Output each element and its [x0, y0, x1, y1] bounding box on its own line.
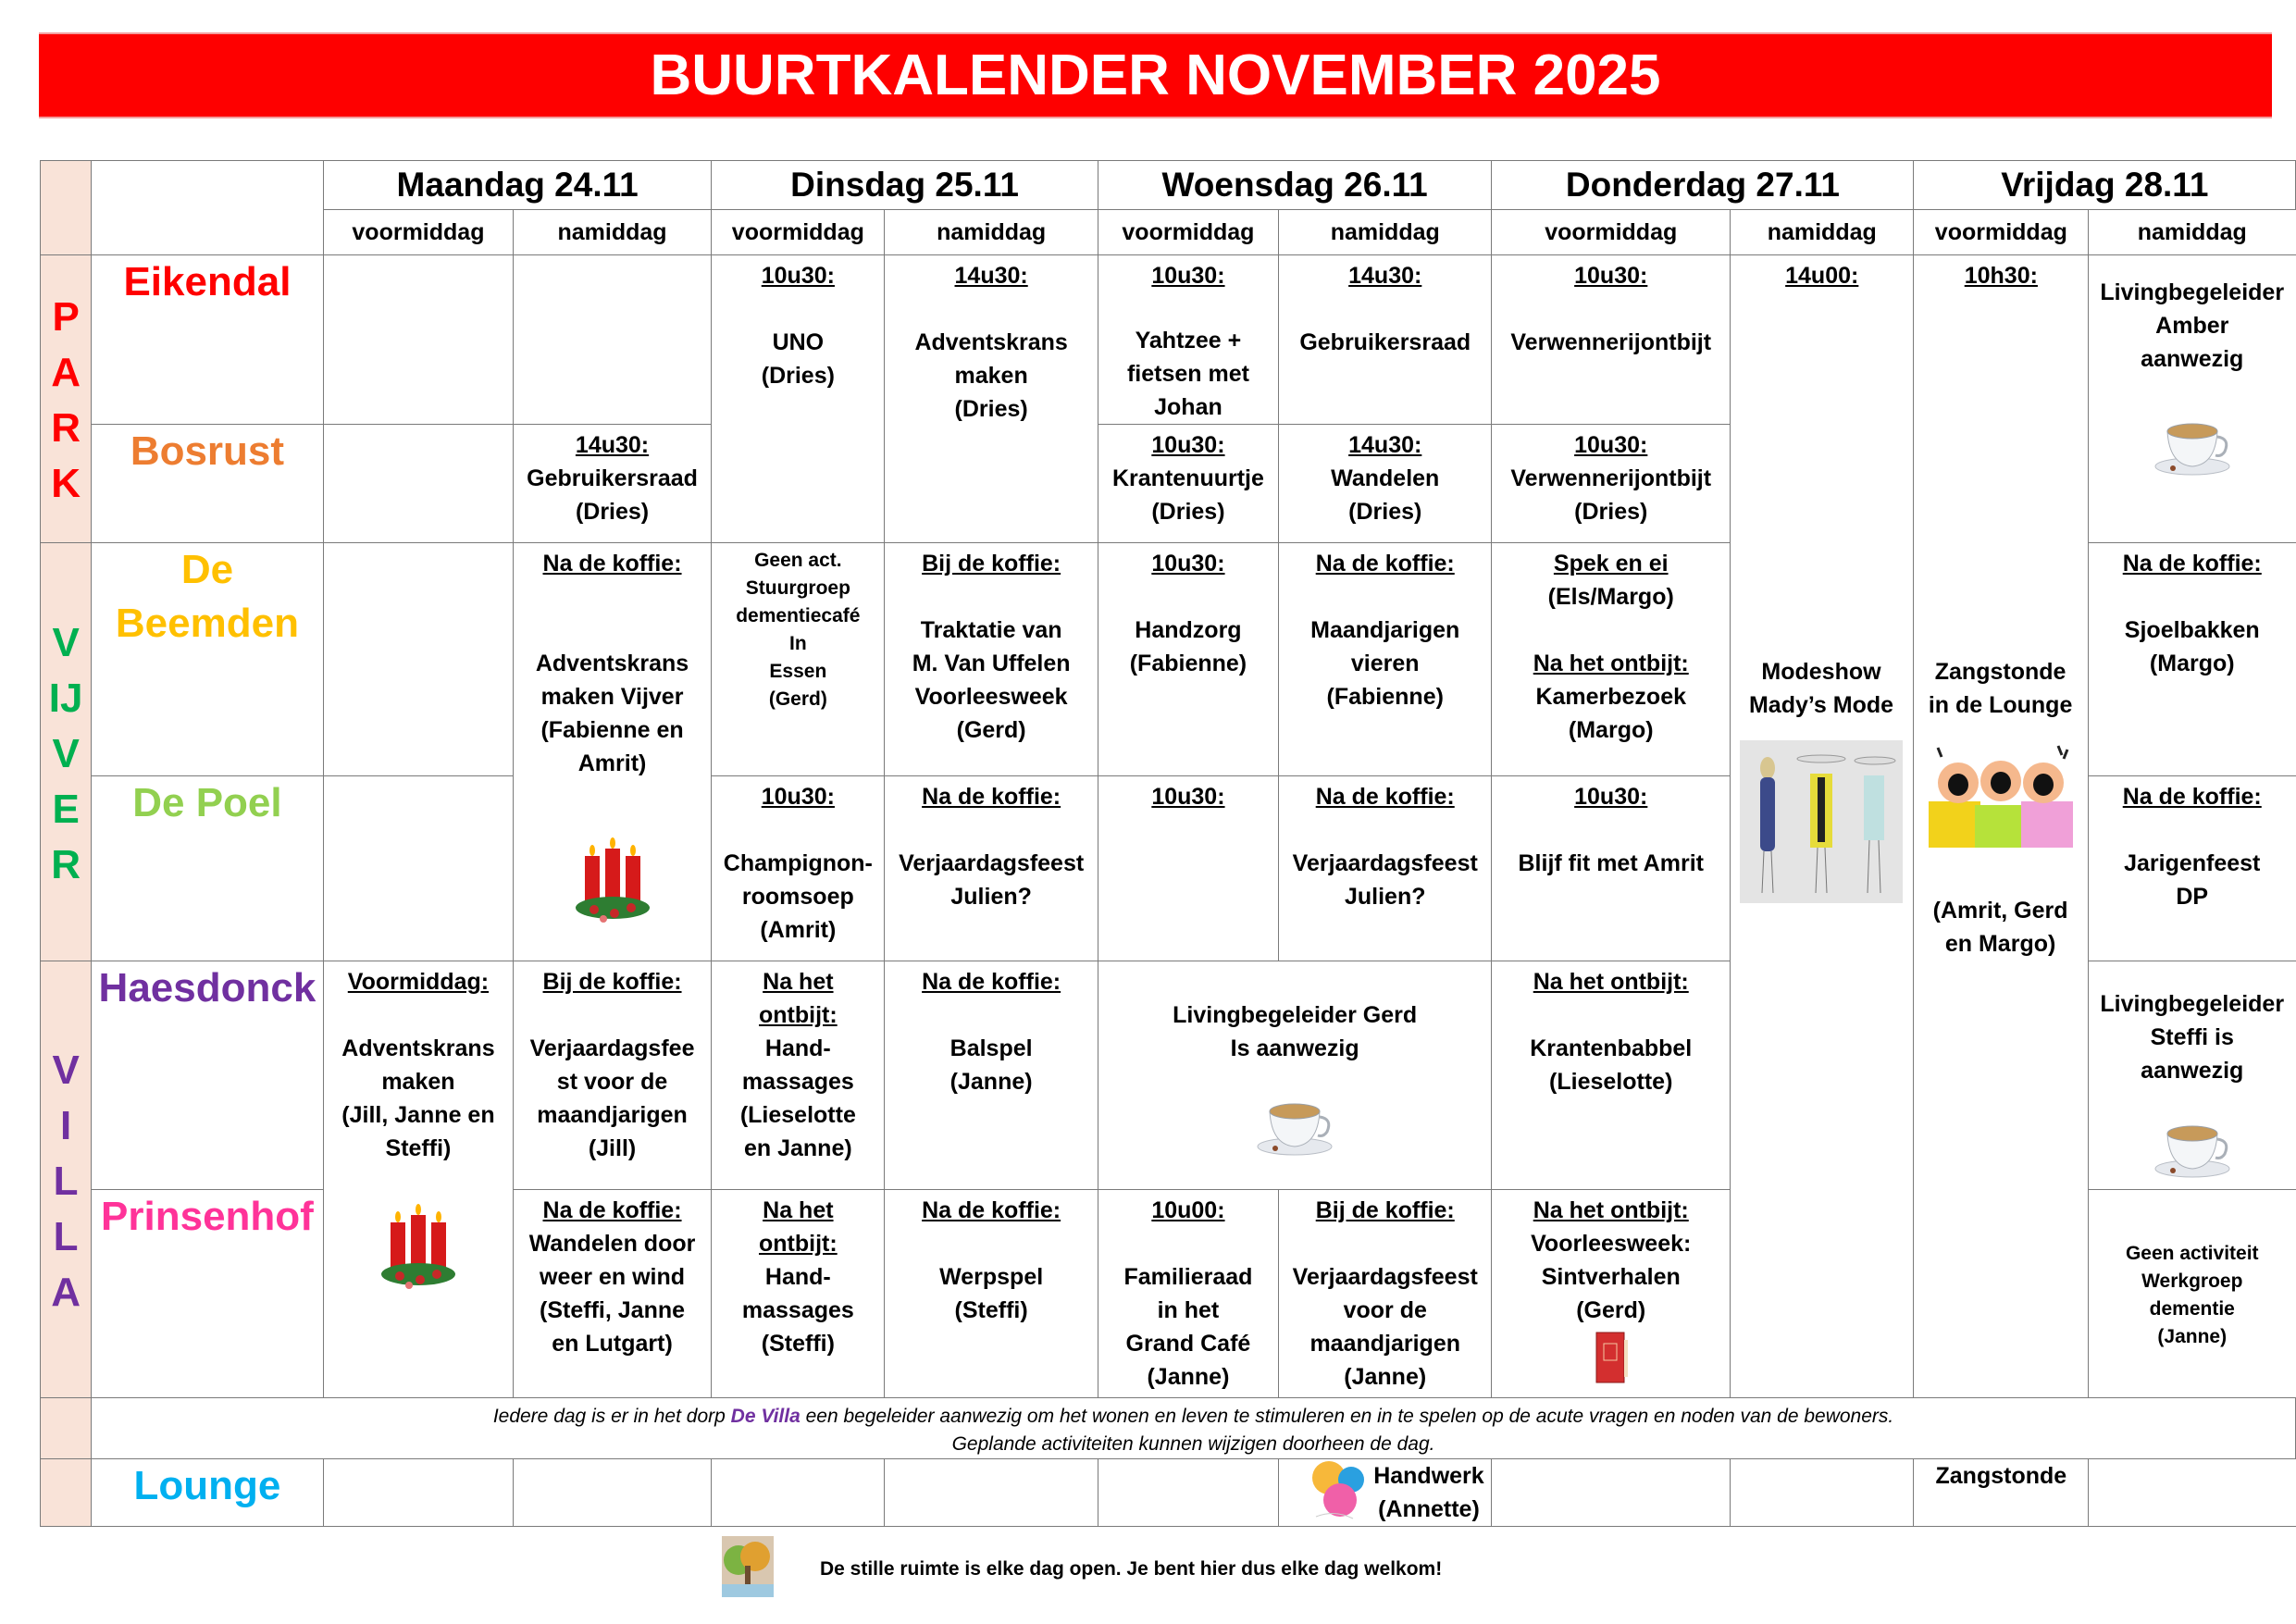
group-letter: R [51, 405, 81, 452]
half-header-pm [884, 209, 1098, 256]
fashion-show-icon [1740, 740, 1903, 912]
activity-text: st voor de [556, 1069, 668, 1096]
activity-text: Adventskrans [535, 650, 689, 676]
tree-icon [722, 1536, 774, 1602]
time-label: 10u30: [1151, 550, 1225, 576]
unit-name: De [180, 546, 234, 592]
time-label: 14u30: [575, 431, 650, 458]
time-label: 10u30: [761, 263, 835, 290]
activity-text: Stuurgroep [745, 576, 850, 599]
activity-text: massages [741, 1296, 854, 1323]
time-label: Na de koffie: [542, 1196, 682, 1223]
activity-text: Werkgroep [2141, 1271, 2243, 1293]
time-label: Na de koffie: [922, 1196, 1061, 1223]
coffee-cup-icon [2151, 1115, 2234, 1189]
time-label: Na het ontbijt: [1533, 650, 1689, 676]
day-label: Woensdag 26.11 [1161, 165, 1428, 204]
time-label: 10u30: [1574, 263, 1648, 290]
footer-text: De stille ruimte is elke dag open. Je bent hier dus elke dag welkom! [820, 1557, 1443, 1580]
activity-text: roomsoep [741, 884, 854, 911]
activity-text: maandjarigen [1309, 1330, 1461, 1357]
activity-text: maken [381, 1069, 455, 1096]
activity-text: (Janne) [949, 1069, 1033, 1096]
cell-empty [323, 254, 514, 425]
time-label: Bij de koffie: [922, 550, 1061, 576]
group-letter: L [53, 1159, 79, 1205]
activity-text: Verjaardagsfeest [1292, 850, 1478, 877]
activity-cell [884, 542, 1098, 777]
note-text: Iedere dag is er in het dorp [492, 1405, 731, 1427]
activity-text: (Amrit, Gerd [1932, 898, 2068, 924]
time-label: Na de koffie: [542, 550, 682, 576]
day-header [1098, 160, 1493, 210]
activity-text: Verjaardagsfeest [1292, 1263, 1478, 1290]
activity-text: voor de [1343, 1296, 1427, 1323]
activity-cell [1278, 424, 1493, 544]
time-label: 14u30: [1348, 431, 1422, 458]
activity-text: (Dries) [761, 363, 835, 390]
activity-text: Verjaardagsfee [529, 1035, 695, 1062]
activity-text: en Janne) [743, 1135, 852, 1162]
activity-cell [1098, 961, 1493, 1190]
header-blank [91, 160, 325, 256]
activity-text: Champignon- [723, 850, 873, 877]
day-header [1491, 160, 1915, 210]
time-label: 10h30: [1964, 263, 2038, 290]
time-label: Voormiddag: [347, 969, 490, 996]
activity-text: Zangstonde [1935, 1463, 2067, 1489]
group-letter: L [53, 1214, 79, 1260]
activity-text: Werpspel [939, 1263, 1044, 1290]
activity-text: maandjarigen [537, 1102, 688, 1129]
activity-text: Hand- [764, 1263, 831, 1290]
coffee-cup-icon [2151, 413, 2234, 487]
group-letter: V [52, 619, 80, 665]
unit-haesdonck [91, 961, 325, 1190]
activity-text: (Jill, Janne en [341, 1102, 495, 1129]
lounge-activity-cell [1278, 1458, 1493, 1527]
time-label: Na de koffie: [922, 784, 1061, 811]
activity-text: Kamerbezoek [1535, 683, 1687, 710]
activity-text: Voorleesweek [914, 683, 1068, 710]
activity-text: aanwezig [2141, 346, 2244, 373]
activity-text: massages [741, 1069, 854, 1096]
coffee-cup-icon [1253, 1093, 1336, 1167]
time-label: Na het [763, 969, 834, 996]
cell-empty [513, 1458, 713, 1527]
unit-bosrust [91, 424, 325, 544]
advent-candles-icon [566, 836, 659, 937]
day-label: Dinsdag 25.11 [790, 165, 1019, 204]
half-label: namiddag [557, 219, 667, 246]
group-letter: K [51, 461, 81, 507]
activity-text: (Steffi) [954, 1296, 1028, 1323]
activity-text: Geen act. [754, 549, 842, 571]
activity-cell [2088, 1189, 2296, 1399]
time-label: Na de koffie: [2122, 784, 2262, 811]
activity-cell [711, 254, 886, 543]
activity-text: Traktatie van [920, 616, 1062, 643]
advent-candles-icon [372, 1202, 465, 1304]
activity-cell [884, 1189, 1098, 1399]
time-label: 10u30: [1574, 431, 1648, 458]
activity-cell [1278, 775, 1493, 962]
activity-cell [1098, 542, 1280, 777]
activity-text: (Janne) [1147, 1363, 1230, 1390]
activity-text: Gebruikersraad [527, 465, 698, 491]
activity-text: Is aanwezig [1230, 1035, 1359, 1062]
zangstonde-block [1915, 651, 2086, 1059]
activity-text: Modeshow [1761, 659, 1881, 685]
note-line-2: Geplande activiteiten kunnen wijzigen doorheen de dag. [951, 1432, 1435, 1455]
half-label: namiddag [2137, 219, 2247, 246]
activity-cell [1491, 775, 1731, 962]
half-header-am [323, 209, 514, 256]
unit-name: Lounge [133, 1463, 281, 1508]
lounge-activity-cell [1913, 1458, 2089, 1527]
activity-text: Zangstonde [1934, 659, 2066, 685]
page-title: BUURTKALENDER NOVEMBER 2025 [650, 43, 1661, 107]
half-label: voormiddag [731, 219, 864, 246]
unit-name: Prinsenhof [101, 1193, 314, 1239]
activity-cell [1098, 424, 1280, 544]
activity-text: in het [1157, 1296, 1220, 1323]
activity-text: Julien? [950, 884, 1032, 911]
activity-text: Livingbegeleider [2100, 991, 2285, 1018]
activity-text: Steffi) [385, 1135, 452, 1162]
activity-cell [1278, 542, 1493, 777]
activity-text: (Janne) [2157, 1326, 2228, 1348]
unit-name: Eikendal [123, 259, 292, 305]
activity-text: (Jill) [588, 1135, 637, 1162]
activity-text: (Gerd) [956, 716, 1026, 743]
activity-cell [711, 1189, 886, 1399]
activity-text: In [789, 632, 807, 654]
group-letter: A [51, 1270, 81, 1316]
unit-name: Haesdonck [98, 965, 316, 1011]
activity-text: Krantenbabbel [1530, 1035, 1693, 1062]
activity-cell [1098, 254, 1280, 425]
unit-name: De Poel [132, 780, 282, 826]
activity-text: (Dries) [1348, 498, 1422, 525]
unit-eikendal [91, 254, 325, 425]
activity-text: (Dries) [1151, 498, 1225, 525]
day-header [711, 160, 1098, 210]
unit-name: Beemden [115, 600, 299, 646]
activity-text: Voorleesweek: [1531, 1230, 1692, 1257]
time-label: 10u30: [761, 784, 835, 811]
half-header-am [1913, 209, 2089, 256]
activity-cell [1491, 424, 1731, 544]
activity-text: (Dries) [954, 396, 1028, 423]
activity-text: vieren [1350, 650, 1420, 676]
red-book-icon [1593, 1331, 1630, 1394]
activity-text: Handwerk [1373, 1462, 1484, 1489]
half-header-pm [1730, 209, 1915, 256]
activity-text: Amber [2155, 313, 2229, 340]
time-label: Spek en ei [1553, 550, 1669, 576]
activity-text: Balspel [949, 1035, 1033, 1062]
activity-text: Handzorg [1135, 616, 1242, 643]
modeshow-block [1731, 651, 1911, 1059]
day-header [1913, 160, 2296, 210]
activity-cell [2088, 961, 2296, 1190]
cell-empty [323, 775, 514, 962]
activity-text: aanwezig [2141, 1058, 2244, 1085]
activity-text: (Margo) [2149, 650, 2235, 676]
activity-cell [2088, 542, 2296, 777]
activity-text: Johan [1154, 394, 1222, 421]
activity-cell [1098, 775, 1280, 962]
activity-text: (Fabienne en [540, 716, 684, 743]
activity-text: Grand Café [1125, 1330, 1251, 1357]
activity-cell [1491, 1189, 1731, 1399]
activity-cell [884, 775, 1098, 962]
activity-text: (Gerd) [768, 688, 827, 710]
activity-cell [711, 542, 886, 777]
cell-empty [323, 424, 514, 544]
activity-text: dementie [2149, 1298, 2235, 1320]
activity-text: fietsen met [1126, 361, 1249, 388]
group-letter: IJ [48, 675, 83, 721]
cell-empty [323, 1458, 514, 1527]
cell-empty [513, 254, 713, 425]
activity-text: Geen activiteit [2125, 1243, 2259, 1265]
activity-text: (Fabienne) [1326, 683, 1444, 710]
side-blank-header [40, 160, 92, 256]
activity-cell [513, 424, 713, 544]
day-label: Maandag 24.11 [396, 165, 639, 204]
half-header-am [1098, 209, 1280, 256]
activity-text: Gebruikersraad [1299, 329, 1471, 356]
activity-cell [513, 542, 713, 962]
activity-text: Steffi is [2150, 1024, 2234, 1051]
activity-cell [323, 961, 514, 1399]
activity-text: Wandelen door [528, 1230, 696, 1257]
time-label: ontbijt: [759, 1002, 838, 1029]
group-letter: I [60, 1103, 72, 1149]
activity-cell [1491, 254, 1731, 425]
group-letter: P [52, 294, 80, 341]
activity-text: Wandelen [1331, 465, 1440, 491]
activity-text: DP [2176, 884, 2209, 911]
note-line-1 [493, 1403, 1893, 1431]
activity-cell [1098, 1189, 1280, 1399]
activity-text: (Dries) [575, 498, 650, 525]
activity-text: Julien? [1344, 884, 1426, 911]
half-label: voormiddag [352, 219, 485, 246]
cell-empty [1098, 1458, 1280, 1527]
half-label: voormiddag [1934, 219, 2067, 246]
time-label: 10u00: [1151, 1196, 1225, 1223]
group-label-park [51, 259, 81, 542]
footer [722, 1536, 1442, 1602]
note-text: een begeleider aanwezig om het wonen en leven te stimuleren en in te spelen op de acute vragen en noden van de bewoners. [800, 1405, 1894, 1427]
time-label: Bij de koffie: [1315, 1196, 1455, 1223]
group-villa [40, 961, 92, 1399]
group-letter: V [52, 730, 80, 776]
cell-empty [323, 542, 514, 777]
activity-text: (Steffi, Janne [540, 1296, 686, 1323]
unit-beemden [91, 542, 325, 777]
group-letter: A [51, 350, 81, 396]
cell-empty [711, 1458, 886, 1527]
activity-cell [513, 961, 713, 1190]
activity-text: (Fabienne) [1129, 650, 1247, 676]
time-label: 14u30: [1348, 263, 1422, 290]
activity-text: in de Lounge [1928, 692, 2073, 718]
activity-cell [2088, 775, 2296, 962]
day-label: Donderdag 27.11 [1565, 165, 1840, 204]
activity-text: Blijf fit met Amrit [1518, 850, 1704, 877]
group-label-vijver [49, 547, 83, 961]
cell-empty [1491, 1458, 1731, 1527]
activity-text: (Amrit) [760, 917, 837, 944]
activity-text: (Margo) [1568, 716, 1654, 743]
activity-text: UNO [772, 329, 825, 356]
half-label: namiddag [937, 219, 1047, 246]
time-label: 10u30: [1151, 431, 1225, 458]
activity-cell [711, 775, 886, 962]
activity-cell [1491, 542, 1731, 777]
cell-empty [884, 1458, 1098, 1527]
activity-text: Jarigenfeest [2124, 850, 2261, 877]
activity-text: Adventskrans [914, 329, 1068, 356]
activity-cell [884, 254, 1098, 543]
half-header-pm [1278, 209, 1493, 256]
group-letter: E [52, 786, 80, 832]
activity-text: maken Vijver [540, 683, 684, 710]
group-letter: V [52, 1048, 80, 1094]
time-label: Na de koffie: [1315, 784, 1455, 811]
time-label: 10u30: [1151, 263, 1225, 290]
half-label: voormiddag [1545, 219, 1678, 246]
activity-text: (Dries) [1574, 498, 1648, 525]
activity-text: Sjoelbakken [2124, 616, 2260, 643]
activity-cell [1278, 1189, 1493, 1399]
info-note [91, 1397, 2296, 1459]
half-header-pm [2088, 209, 2296, 256]
time-label: Na het [763, 1196, 834, 1223]
activity-text: Livingbegeleider [2100, 279, 2285, 306]
activity-text: Hand- [764, 1035, 831, 1062]
half-header-am [711, 209, 886, 256]
time-label: ontbijt: [759, 1230, 838, 1257]
activity-cell [1278, 254, 1493, 425]
activity-text: maken [954, 363, 1028, 390]
note-villa: De Villa [730, 1405, 800, 1427]
activity-text: Adventskrans [341, 1035, 495, 1062]
group-vijver [40, 542, 92, 962]
cell-empty [2088, 1458, 2296, 1527]
activity-text: Verwennerijontbijt [1510, 465, 1712, 491]
time-label: 14u30: [954, 263, 1028, 290]
activity-text: M. Van Uffelen [912, 650, 1071, 676]
side-blank-note [40, 1397, 92, 1459]
half-label: namiddag [1330, 219, 1440, 246]
activity-text: en Lutgart) [552, 1330, 673, 1357]
activity-text: (Janne) [1344, 1363, 1427, 1390]
yarn-balls-icon [1309, 1458, 1373, 1527]
activity-cell [711, 961, 886, 1190]
time-label: Na het ontbijt: [1533, 969, 1689, 996]
activity-text: Livingbegeleider Gerd [1173, 1002, 1418, 1029]
activity-text: Mady’s Mode [1748, 692, 1894, 718]
activity-text: en Margo) [1944, 931, 2056, 957]
activity-text: Yahtzee + [1135, 328, 1242, 354]
unit-lounge [91, 1458, 325, 1527]
activity-text: Sintverhalen [1541, 1263, 1681, 1290]
activity-text: (Lieselotte) [1549, 1069, 1673, 1096]
activity-text: dementiecafé [736, 604, 861, 626]
activity-text: Verwennerijontbijt [1510, 329, 1712, 356]
activity-text: Essen [769, 660, 827, 682]
half-header-am [1491, 209, 1731, 256]
unit-name: Bosrust [130, 428, 285, 474]
activity-text: (Lieselotte [739, 1102, 856, 1129]
day-header [323, 160, 713, 210]
activity-text: Maandjarigen [1310, 616, 1460, 643]
time-label: 14u00: [1785, 263, 1859, 290]
time-label: Bij de koffie: [542, 969, 682, 996]
half-header-pm [513, 209, 713, 256]
activity-text: Familieraad [1123, 1263, 1253, 1290]
activity-cell [884, 961, 1098, 1190]
time-label: 10u30: [1574, 784, 1648, 811]
activity-text: weer en wind [540, 1263, 686, 1290]
time-label: Na de koffie: [922, 969, 1061, 996]
half-label: voormiddag [1122, 219, 1255, 246]
unit-prinsenhof [91, 1189, 325, 1399]
time-label: Na de koffie: [2122, 550, 2262, 576]
side-blank-lounge [40, 1458, 92, 1527]
time-label: Na de koffie: [1315, 550, 1455, 576]
group-park [40, 254, 92, 543]
group-label-villa [51, 965, 81, 1398]
cell-empty [1730, 1458, 1915, 1527]
activity-text: (Els/Margo) [1547, 583, 1674, 610]
time-label: Na het ontbijt: [1533, 1196, 1689, 1223]
day-label: Vrijdag 28.11 [2001, 165, 2209, 204]
activity-cell [2088, 254, 2296, 543]
unit-poel [91, 775, 325, 962]
lounge-text [1373, 1459, 1483, 1526]
singers-icon [1919, 740, 2082, 857]
activity-text: (Gerd) [1576, 1296, 1646, 1323]
activity-text: Krantenuurtje [1111, 465, 1264, 491]
activity-text: Amrit) [577, 750, 647, 776]
activity-text: Verjaardagsfeest [899, 850, 1085, 877]
group-letter: R [51, 841, 81, 887]
activity-cell [513, 1189, 713, 1399]
activity-text: (Annette) [1378, 1495, 1480, 1522]
activity-text: (Steffi) [761, 1330, 835, 1357]
time-label: 10u30: [1151, 784, 1225, 811]
half-label: namiddag [1767, 219, 1877, 246]
activity-cell [1491, 961, 1731, 1190]
